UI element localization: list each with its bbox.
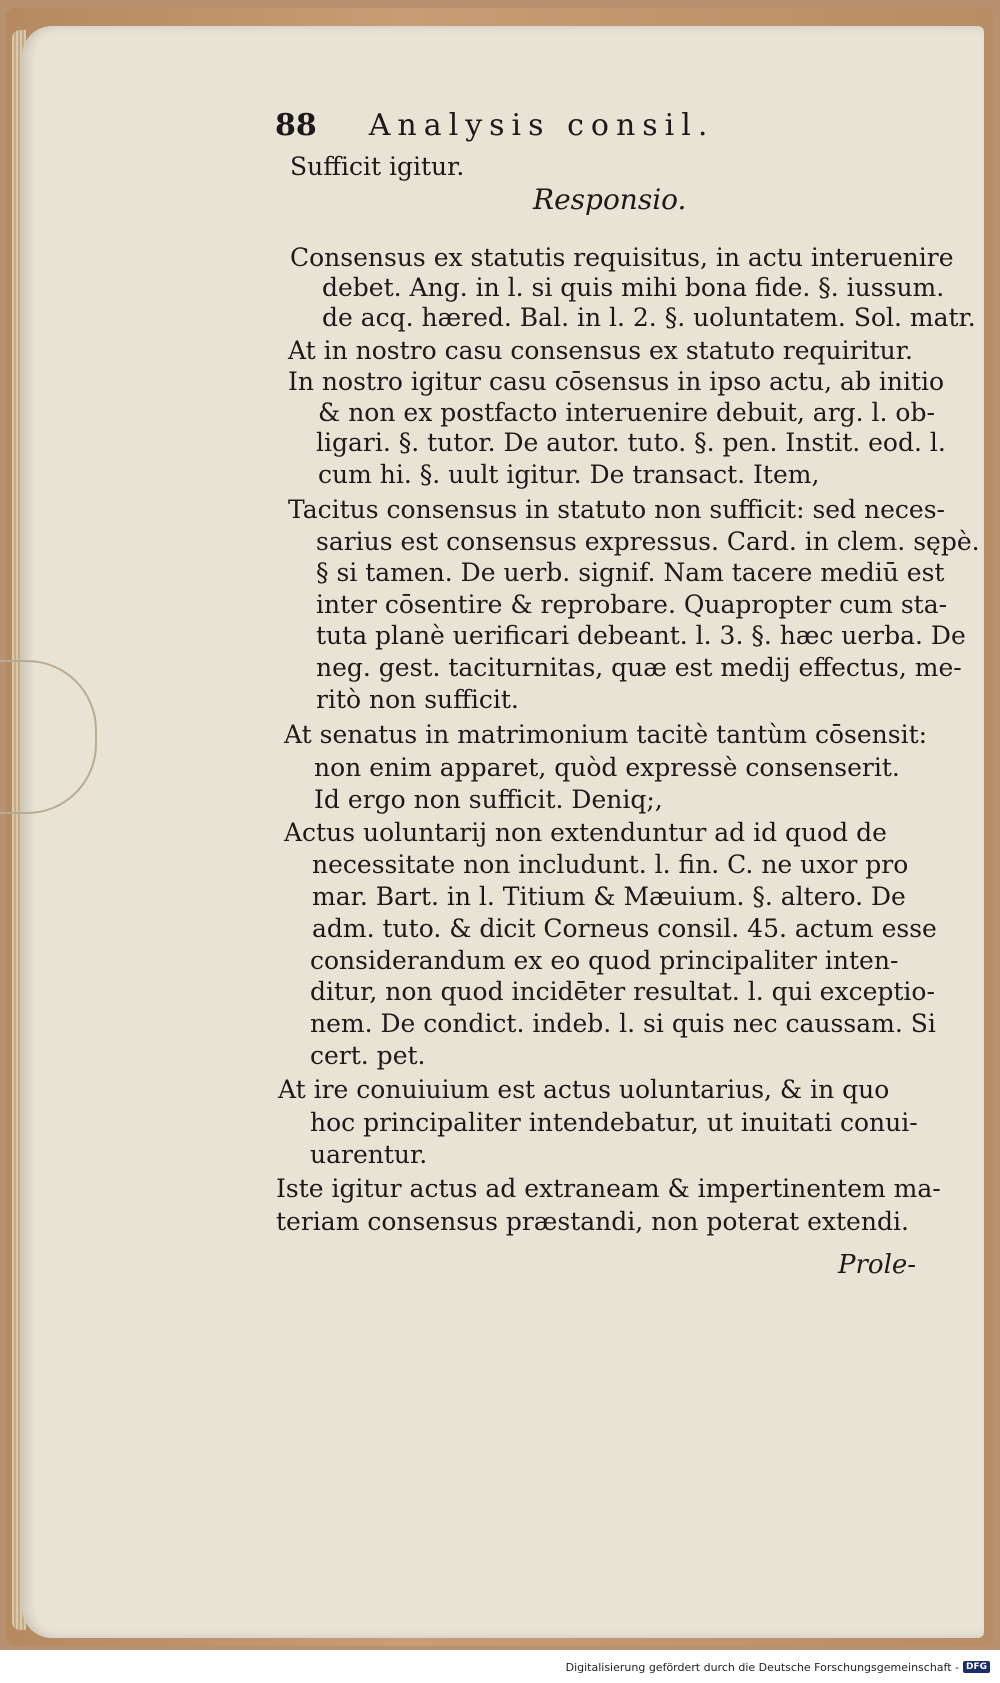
text-line: considerandum ex eo quod principaliter inten-: [310, 946, 899, 975]
text-line: adm. tuto. & dicit Corneus consil. 45. actum esse: [312, 914, 937, 943]
running-title: Analysis consil.: [368, 108, 715, 143]
text-line: cert. pet.: [310, 1041, 426, 1070]
catchword: Prole-: [838, 1250, 917, 1280]
text-line: mar. Bart. in l. Titium & Mæuium. §. altero. De: [312, 882, 906, 911]
running-head: [275, 108, 855, 143]
text-line: debet. Ang. in l. si quis mihi bona fide. §. iussum.: [322, 273, 945, 302]
text-line: cum hi. §. uult igitur. De transact. Item,: [318, 460, 820, 489]
credit-text: Digitalisierung gefördert durch die Deutsche Forschungsgemeinschaft -: [565, 1660, 959, 1674]
text-line: tuta planè uerificari debeant. l. 3. §. hæc uerba. De: [316, 621, 966, 650]
text-line: At in nostro casu consensus ex statuto requiritur.: [288, 336, 913, 365]
text-line: inter cōsentire & reprobare. Quapropter cum sta-: [316, 590, 948, 619]
text-line: Consensus ex statutis requisitus, in actu interuenire: [290, 243, 954, 272]
text-line: Actus uoluntarij non extenduntur ad id quod de: [284, 818, 887, 847]
text-line: Iste igitur actus ad extraneam & impertinentem ma-: [276, 1174, 941, 1203]
text-line: ditur, non quod incidēter resultat. l. qui exceptio-: [310, 977, 935, 1006]
text-line: At senatus in matrimonium tacitè tantùm cōsensit:: [284, 720, 928, 749]
dfg-logo-icon: DFG: [963, 1661, 990, 1673]
text-line: Tacitus consensus in statuto non sufficit: sed neces-: [288, 495, 946, 524]
digitization-credit: [566, 1657, 990, 1677]
text-line: neg. gest. taciturnitas, quæ est medij effectus, me-: [316, 653, 962, 682]
text-line: At ire conuiuium est actus uoluntarius, & in quo: [278, 1075, 890, 1104]
text-line: non enim apparet, quòd expressè consenserit.: [314, 753, 900, 782]
text-line: hoc principaliter intendebatur, ut inuitati conui-: [310, 1108, 918, 1137]
text-line: Id ergo non sufficit. Deniq;,: [314, 785, 663, 814]
text-line: In nostro igitur casu cōsensus in ipso actu, ab initio: [288, 367, 945, 396]
section-heading: Responsio.: [533, 183, 687, 216]
top-line: Sufficit igitur.: [290, 152, 465, 181]
text-line: nem. De condict. indeb. l. si quis nec caussam. Si: [310, 1009, 936, 1038]
text-line: ligari. §. tutor. De autor. tuto. §. pen. Instit. eod. l.: [316, 428, 946, 457]
page-number: 88: [275, 108, 317, 143]
text-line: uarentur.: [310, 1140, 428, 1169]
text-line: teriam consensus præstandi, non poterat extendi.: [276, 1207, 909, 1236]
text-line: § si tamen. De uerb. signif. Nam tacere mediū est: [316, 558, 945, 587]
text-line: sarius est consensus expressus. Card. in clem. sępè.: [316, 527, 980, 556]
text-line: & non ex postfacto interuenire debuit, arg. l. ob-: [318, 398, 935, 427]
text-line: de acq. hæred. Bal. in l. 2. §. uoluntatem. Sol. matr.: [322, 303, 976, 332]
text-line: ritò non sufficit.: [316, 685, 519, 714]
text-line: necessitate non includunt. l. fin. C. ne uxor pro: [312, 850, 909, 879]
